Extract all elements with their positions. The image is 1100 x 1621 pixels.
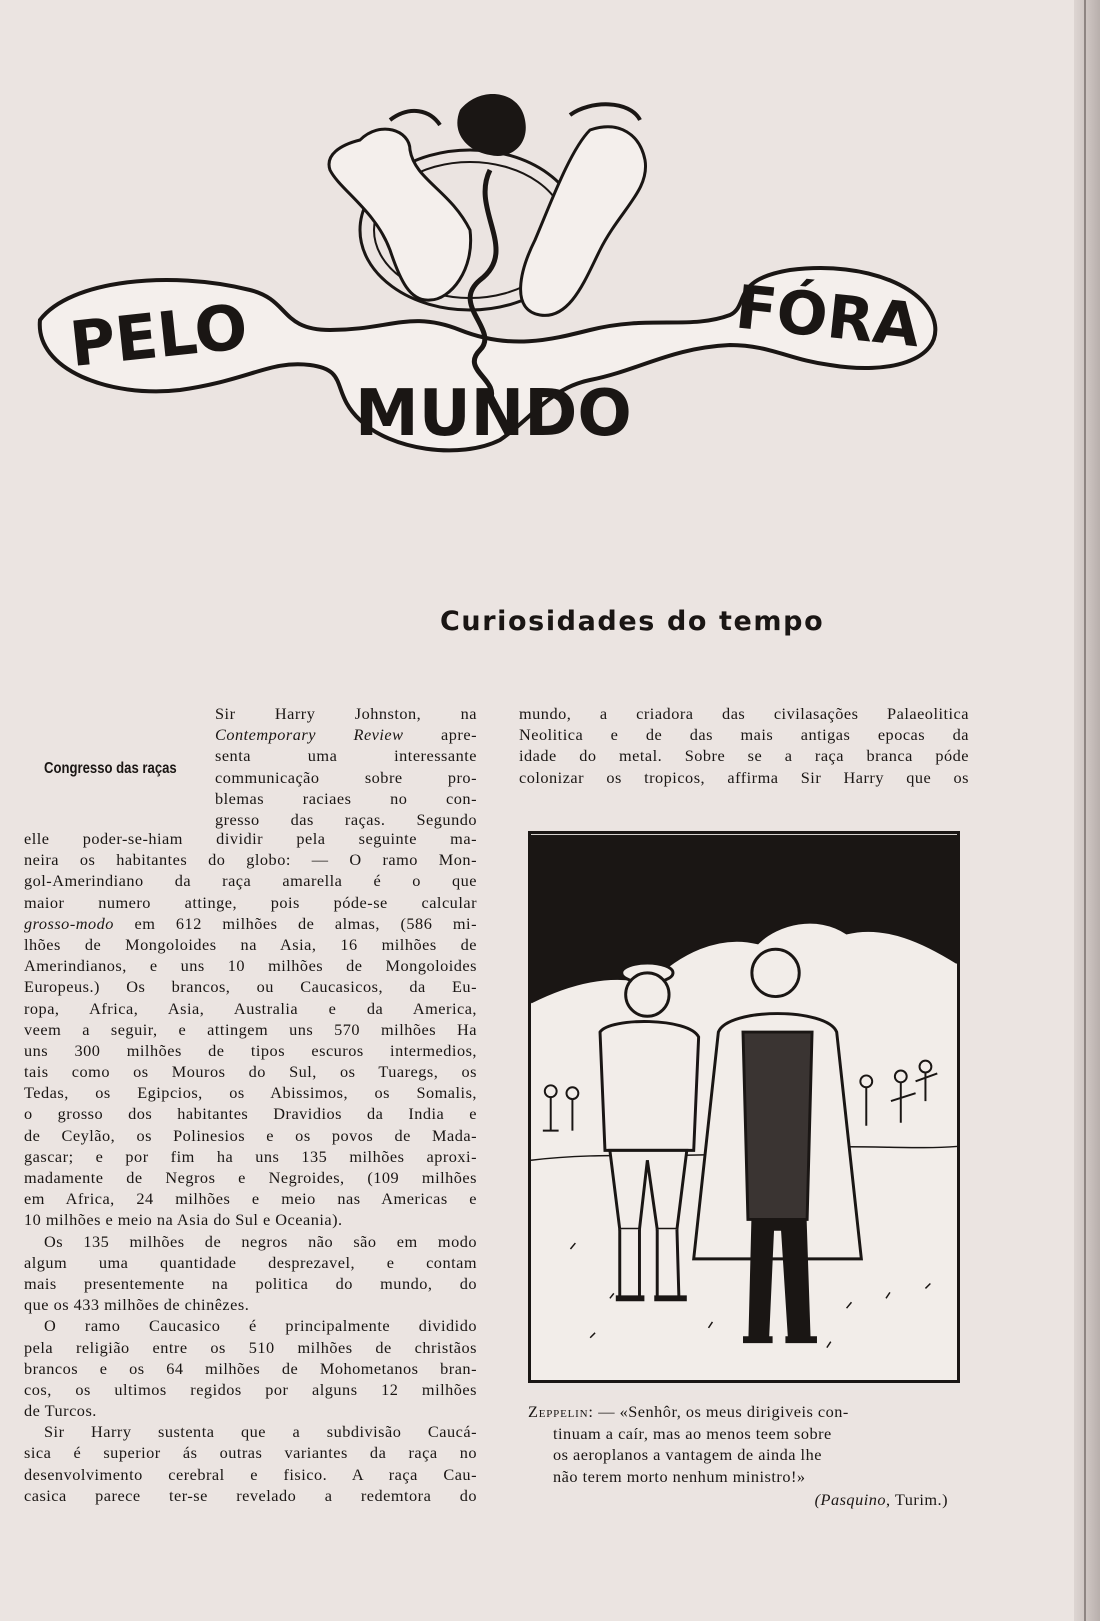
- masthead-illustration: [30, 80, 980, 480]
- text-span-italic: grosso-modo: [24, 913, 114, 933]
- cartoon-illustration: [528, 831, 960, 1383]
- page-edge: [1074, 0, 1100, 1621]
- text-line: algum uma quantidade desprezavel, e contam: [24, 1252, 477, 1272]
- text-line: Europeus.) Os brancos, ou Caucasicos, da Eu-: [24, 977, 477, 997]
- text-line: de Ceylão, os Polinesios e os povos de Mada-: [24, 1125, 477, 1145]
- text-line: Sir Harry sustenta que a subdivisão Caucá-: [44, 1422, 477, 1442]
- text-line: que os 433 milhões de chinêzes.: [24, 1295, 250, 1315]
- text-line: neira os habitantes do globo: — O ramo Mon-: [24, 850, 477, 870]
- caption-source-rest: , Turim.): [886, 1490, 948, 1509]
- text-line: casica parece ter-se revelado a redemtora do: [24, 1485, 477, 1505]
- caption-line: os aeroplanos a vantagem de ainda lhe: [553, 1445, 822, 1464]
- article-headline: Curiosidades do tempo: [440, 606, 825, 637]
- text-line: maior numero attinge, pois póde-se calcular: [24, 892, 477, 912]
- article-column-1-intro: [215, 703, 477, 830]
- masthead-word-mundo: MUNDO: [355, 377, 632, 451]
- text-line: sica é superior ás outras variantes da raça no: [24, 1443, 477, 1463]
- text-line: idade do metal. Sobre se a raça branca póde: [519, 746, 969, 766]
- caption-source-name: (Pasquino: [814, 1490, 887, 1509]
- text-line: ropa, Africa, Asia, Australia e da America,: [24, 998, 477, 1018]
- caption-speaker: Zeppelin:: [528, 1402, 594, 1421]
- caption-source: [528, 1489, 960, 1511]
- text-line: 10 milhões e meio na Asia do Sul e Oceania).: [24, 1210, 343, 1230]
- text-line: senta uma interessante: [215, 746, 477, 766]
- text-line: cos, os ultimos regidos por alguns 12 milhões: [24, 1379, 477, 1399]
- text-line: Os 135 milhões de negros não são em modo: [44, 1231, 477, 1251]
- text-line: gascar; e por fim ha uns 135 milhões aproxi-: [24, 1146, 477, 1166]
- text-line: brancos e os 64 milhões de Mohometanos bran-: [24, 1358, 477, 1378]
- text-line: gresso das raças. Segundo: [215, 809, 477, 829]
- caption-line: tinuam a caír, mas ao menos teem sobre: [553, 1423, 832, 1443]
- text-line: lhões de Mongoloides na Asia, 16 milhões de: [24, 934, 477, 954]
- text-line: blemas raciaes no con-: [215, 788, 477, 808]
- text-line: O ramo Caucasico é principalmente dividido: [44, 1316, 477, 1336]
- text-span-italic: Contemporary Review: [215, 725, 404, 745]
- text-line: pela religião entre os 510 milhões de christãos: [24, 1337, 477, 1357]
- article-column-1: [24, 828, 477, 1506]
- text-line: elle poder-se-hiam dividir pela seguinte ma-: [24, 829, 477, 848]
- caption-line: não terem morto nenhum ministro!»: [553, 1466, 806, 1486]
- text-line: communicação sobre pro-: [215, 767, 477, 787]
- article-column-2: [519, 703, 969, 788]
- text-line: veem a seguir, e attingem uns 570 milhões Ha: [24, 1019, 477, 1039]
- text-line: tais como os Mouros do Sul, os Tuaregs, os: [24, 1062, 477, 1082]
- text-line: mundo, a criadora das civilasações Palaeolitica: [519, 704, 969, 723]
- cartoon-caption: [528, 1401, 960, 1511]
- text-line: Neolitica e de das mais antigas epocas da: [519, 725, 969, 745]
- text-line: Tedas, os Egipcios, os Abissimos, os Somalis,: [24, 1083, 477, 1103]
- text-line: Sir Harry Johnston, na: [215, 704, 477, 723]
- page-edge-rule: [1084, 0, 1086, 1621]
- caption-text: — «Senhôr, os meus dirigiveis con-: [593, 1402, 849, 1421]
- text-line: de Turcos.: [24, 1401, 97, 1421]
- masthead-word-pelo: PELO: [66, 289, 251, 382]
- text-line: grosso-modo em 612 milhões de almas, (586 mi-: [24, 913, 477, 933]
- text-line: o grosso dos habitantes Dravidios da India e: [24, 1104, 477, 1124]
- text-line: desenvolvimento cerebral e fisico. A raça Cau-: [24, 1464, 477, 1484]
- text-line: mais presentemente na politica do mundo, do: [24, 1273, 477, 1293]
- text-line: madamente de Negros e Negroides, (109 milhões: [24, 1168, 477, 1187]
- text-line: colonizar os tropicos, affirma Sir Harry que os: [519, 767, 969, 787]
- text-line: Amerindianos, e uns 10 milhões de Mongoloides: [24, 956, 477, 976]
- text-line: uns 300 milhões de tipos escuros intermedios,: [24, 1040, 477, 1060]
- section-sidehead: Congresso das raças: [44, 760, 177, 777]
- text-line: em Africa, 24 milhões e meio nas Americas e: [24, 1189, 477, 1209]
- text-line: gol-Amerindiano da raça amarella é o que: [24, 871, 477, 891]
- caption-line: [528, 1401, 960, 1423]
- text-line: Contemporary Review apre-: [215, 725, 477, 745]
- masthead-word-fora: FÓRA: [732, 272, 924, 362]
